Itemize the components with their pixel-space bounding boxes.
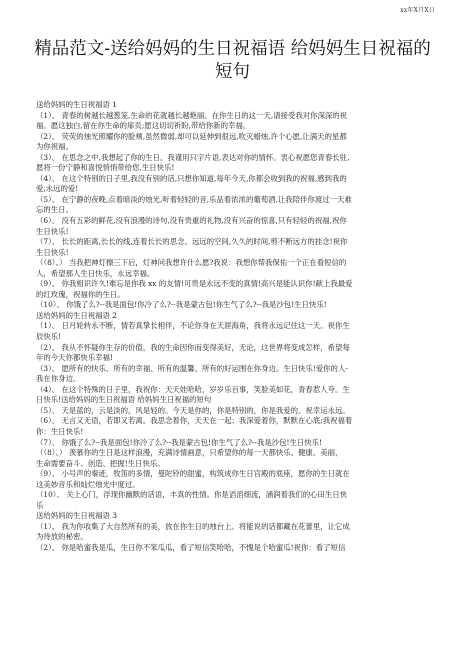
text-line: （6）、 无言又无语，若即又若离。我思念着你，天天在一起；我深爱着你，默默在心底;我祝福着 [36, 416, 353, 426]
text-line: 乐 [36, 500, 44, 510]
text-line: 我在你身边。 [36, 374, 81, 384]
text-line: 为你祝福。 [36, 142, 73, 152]
text-line: 生日快乐! [36, 247, 69, 257]
text-line: （1）、 日月轮转永不断，情若真挚长相伴，不论你身在天涯海角，我将永远记住这一天。祝你生 [36, 321, 350, 331]
document-title [20, 38, 445, 84]
text-line: 为待放的秘密。 [36, 532, 88, 542]
text-line: （3）、 愿所有的快乐、所有的幸福、所有的温馨、所有的好运围在你身边。生日快乐!爱你的人- [36, 363, 348, 373]
text-line: （1）、 我为你收集了大自然所有的美，放在你生日的烛台上。将能说的话都藏在花蕾里，让它成 [36, 521, 350, 531]
text-line: （9）、 小号声的秦迹，牧笛的多情，曼陀铃的甜蜜，构筑成你生日宫殿的底座，愿你的生日就在 [36, 469, 350, 479]
text-line: 这美妙音乐和灿烂烛光中度过。 [36, 479, 140, 489]
text-line: （6）、 没有五彩的鲜花,没有浪漫的诗句,没有贵重的礼物,没有兴奋的惊喜,只有轻轻的祝福,祝你 [36, 216, 347, 226]
text-line: （4）、 在这个特殊的日子里，我祝你：天天娃哈哈，岁岁乐百事，笑脸美如花，青春惹人夸。生 [36, 384, 350, 394]
text-line: 人，希望那人生日快乐，永远幸福。 [36, 268, 155, 278]
text-line: （5）、 在宁静的夜晚,点着暗淡的烛光,听着轻轻的音,乐品着浓浓的葡萄酒,让我陪伴你渡过一天难 [36, 194, 352, 204]
header-date: xx年X月X日 [400, 7, 435, 14]
text-line: （10）、 你饿了么?--我是面包!你冷了么?--我是蒙古包!你生气了么?--我是沙包!生日快乐! [36, 300, 327, 310]
text-line: （4）、 在这个特别的日子里,我没有别的话,只想你知道,每年今天,你都会收到我的祝福,感到我的 [36, 173, 347, 183]
text-line: 年的今天你都快乐幸福! [36, 353, 113, 363]
text-line: 福。愿这独白,留在你生命的扉页;愿这切切祈盼,带给你新的幸福。 [36, 121, 251, 131]
document-body [36, 100, 439, 554]
text-line: （9）、 你我相识许久!难忘是你我 xx 的友情!可贵是永远不变的真情!高兴是能认识你!献上我最爱 [36, 279, 353, 289]
text-line: 送给妈妈的生日祝福语 1 [36, 100, 117, 109]
text-line: （1）、 青春的树越长越葱笼,生命的花就越长越艳丽。在你生日的这一天,请接受我对你深深的祝 [36, 110, 348, 120]
title-line: 精品范文-送给妈妈的生日祝福语 给妈妈生日祝福的 [34, 39, 431, 59]
text-line: （2）、 我从不怀疑你生存的价值，我的生命因你而变得美好，无论，这世界将变成怎样，希望每 [36, 342, 350, 352]
text-line: （2）、 你是哈蜜我是瓜，生日你不笨瓜瓜，看了短信笑哈哈，不愧是个哈蜜瓜!祝你：看了短信 [36, 542, 346, 552]
text-line: 忘的生日。 [36, 205, 73, 215]
text-line: （（8）、） 羡慕你的生日是这样浪漫，充满诗情画意，只希望你的每一天都快乐、健康、美丽， [36, 448, 343, 458]
text-line: 的红玫瑰，祝福你的生日。 [36, 289, 125, 299]
text-line: 辰快乐! [36, 332, 62, 342]
text-line: 生命需要奋斗、创造、把握!生日快乐。 [36, 458, 165, 468]
text-line: 爱,永远的爱! [36, 184, 79, 194]
text-line: 愿将一份宁静和喜悦悄悄带给您,生日快乐! [36, 163, 175, 173]
text-line: （5）、 天是蓝的，云是淡的，风是轻的。今天是你的，你是特别的，你是我爱的。祝幸运永远。 [36, 405, 350, 415]
text-line: （（8）、） 当我把神灯擦三下后，灯神问我想许什么愿?我说：我想你帮我保佑一个正在看短信的 [36, 258, 347, 268]
text-line: （2）、 荧荧的烛光照耀你的脸颊,虽然微弱,却可以延伸到很远,吹灭蜡烛,许个心愿,让满天的星都 [36, 131, 347, 141]
text-line: （3）、 在思念之中,我想起了你的生日。我谨用只字片语,表达对你的情怀。衷心祝愿您青春长驻, [36, 152, 350, 162]
title-line: 短句 [215, 62, 250, 82]
text-line: 生日快乐! [36, 226, 69, 236]
text-line: （7）、 长长的距离,长长的线,连着长长的思念。远远的空间,久久的时间,剪不断远方的挂念!祝你 [36, 237, 348, 247]
text-line: 日快乐!送给妈妈的生日祝福语 给妈妈生日祝福的短句 [36, 395, 212, 405]
text-line: （10）、 关上心门，浮现你幽默的话语，丰真的性情。你是滔滔细流，涵润着我们的心田生日快 [36, 490, 348, 500]
text-line: 你：生日快乐! [36, 426, 84, 436]
text-line: 送给妈妈的生日祝福语 2 [36, 310, 117, 320]
text-line: （7）、 你饿了么?--我是面包!你冷了么?--我是蒙古包!你生气了么?--我是沙包!生日快乐! [36, 437, 322, 447]
text-line: 送给妈妈的生日祝福语 3 [36, 511, 117, 521]
